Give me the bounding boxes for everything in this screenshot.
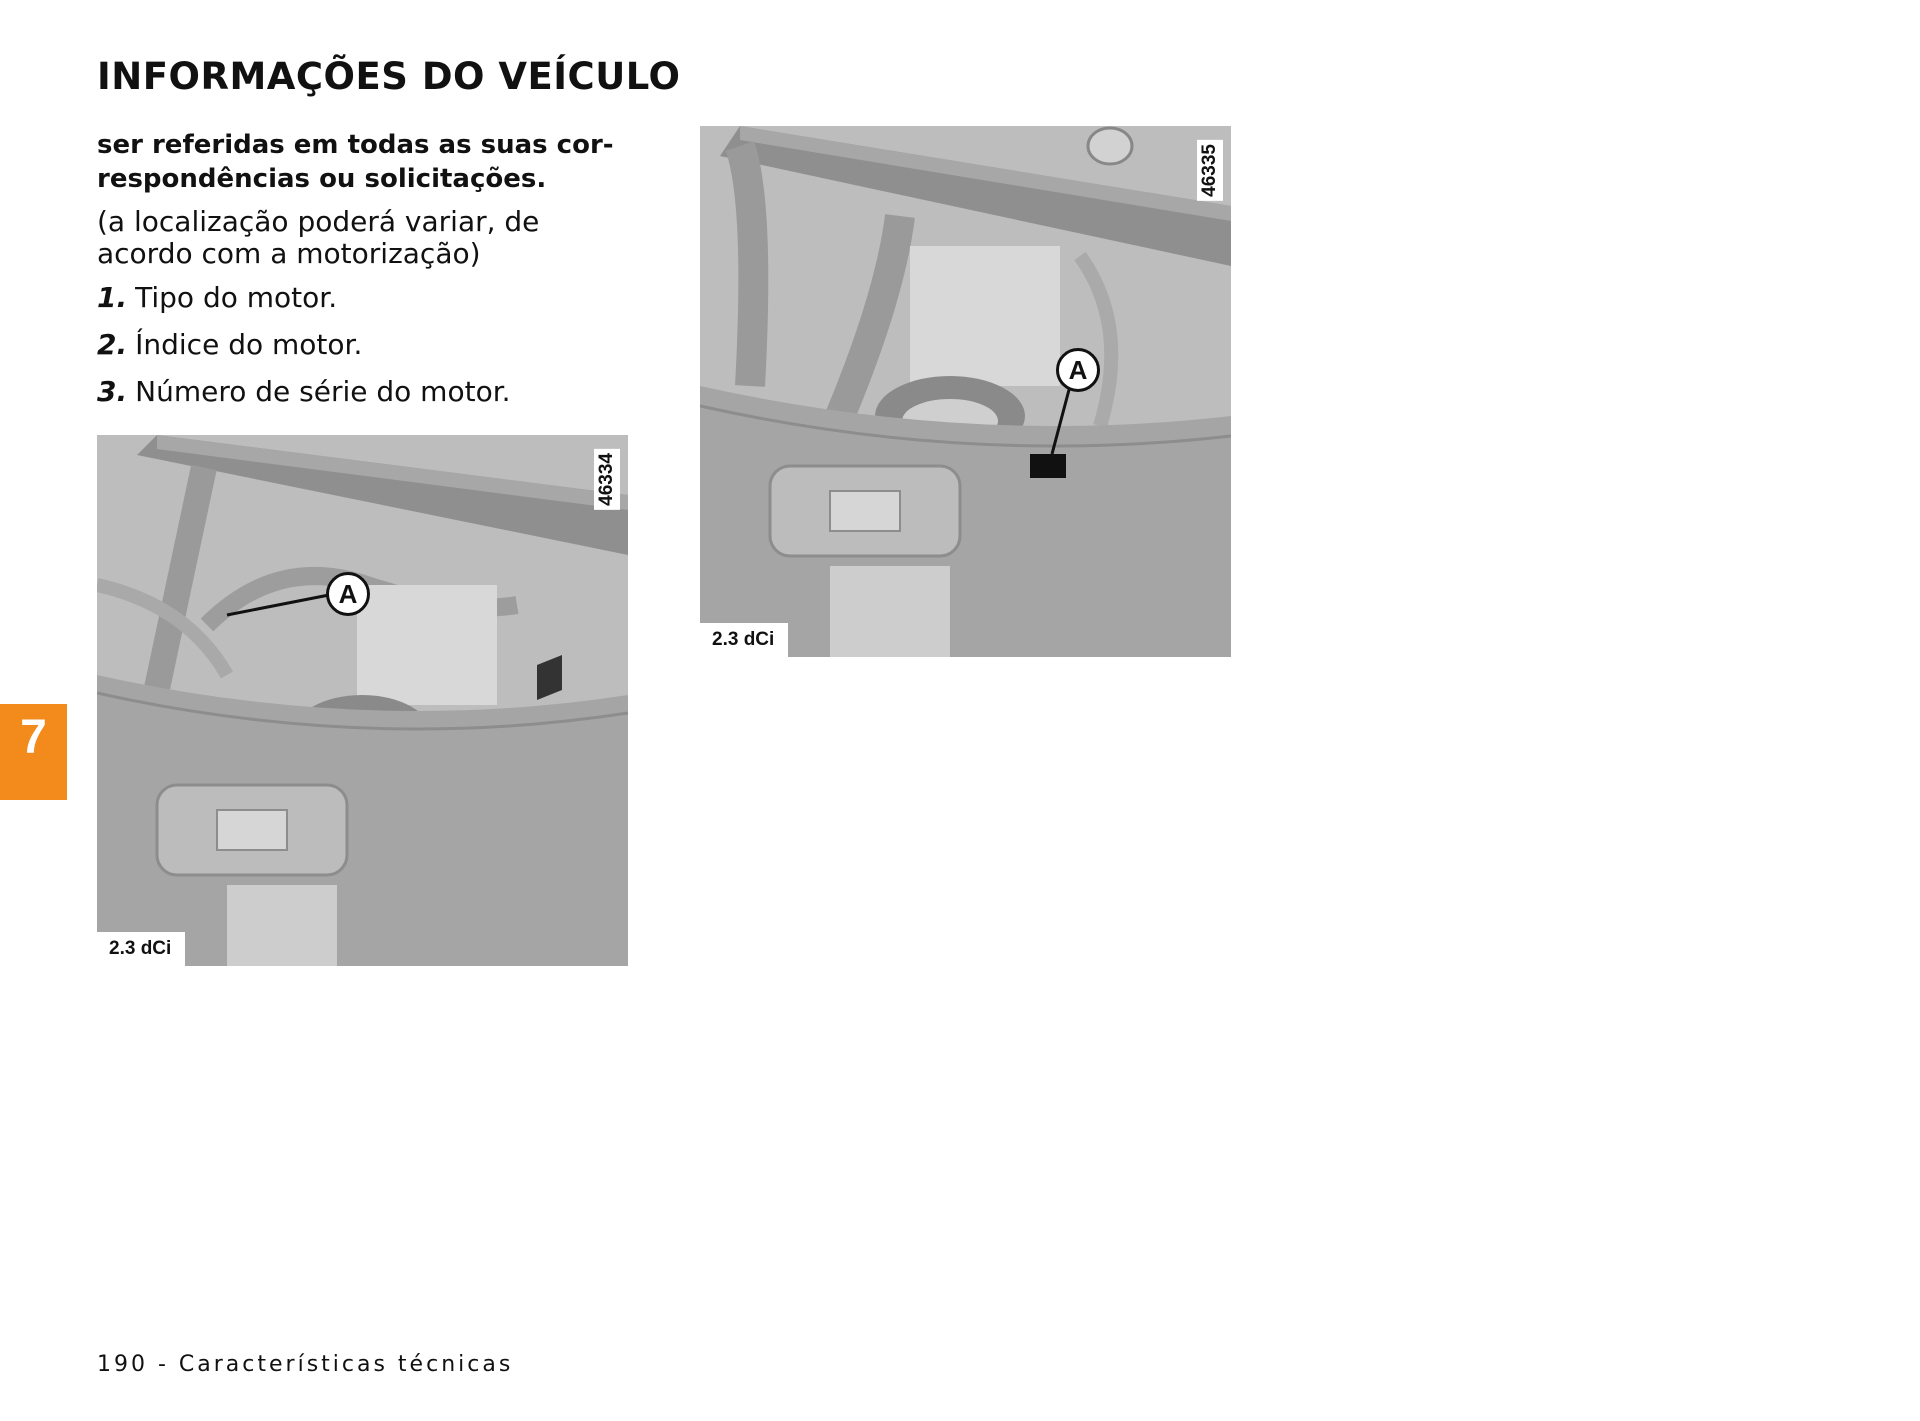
engine-figure-left xyxy=(97,435,628,966)
figure-code: 46334 xyxy=(594,449,620,510)
location-note-line-2: acordo com a motorização) xyxy=(97,237,481,270)
location-note-line-1: (a localização poderá variar, de xyxy=(97,205,540,238)
figure-caption: 2.3 dCi xyxy=(97,932,185,966)
callout-label-a: A xyxy=(1056,348,1100,392)
intro-bold-line-1: ser referidas em todas as suas cor- xyxy=(97,130,614,160)
engine-figure-right xyxy=(700,126,1231,657)
engine-info-list xyxy=(97,282,511,423)
list-item xyxy=(97,376,511,408)
figure-caption: 2.3 dCi xyxy=(700,623,788,657)
engine-bay-illustration xyxy=(700,126,1231,657)
intro-bold-text xyxy=(97,128,657,196)
intro-bold-line-2: respondências ou solicitações. xyxy=(97,164,547,194)
figure-code: 46335 xyxy=(1197,140,1223,201)
page-title: INFORMAÇÕES DO VEÍCULO xyxy=(97,55,681,98)
item-label: Número de série do motor. xyxy=(135,375,511,408)
list-item xyxy=(97,329,511,361)
item-number: 2. xyxy=(97,328,128,361)
item-label: Índice do motor. xyxy=(135,328,363,361)
location-note xyxy=(97,206,657,270)
chapter-tab: 7 xyxy=(0,704,67,800)
item-number: 1. xyxy=(97,281,128,314)
item-number: 3. xyxy=(97,375,128,408)
page-footer: 190 - Características técnicas xyxy=(97,1352,514,1377)
item-label: Tipo do motor. xyxy=(135,281,338,314)
list-item xyxy=(97,282,511,314)
engine-bay-illustration xyxy=(97,435,628,966)
callout-label-a: A xyxy=(326,572,370,616)
